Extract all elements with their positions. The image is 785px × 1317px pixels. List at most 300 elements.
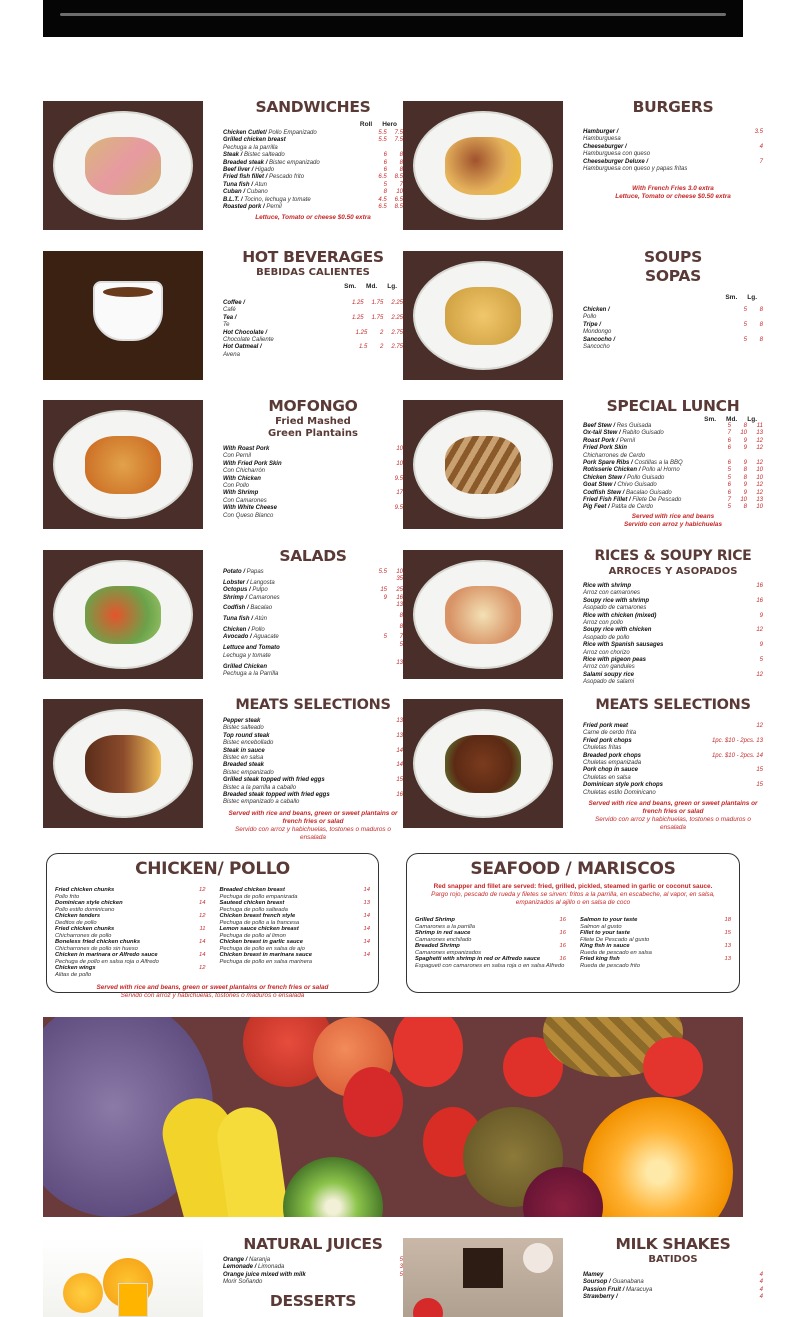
item-name: Steak in sauce xyxy=(223,747,265,754)
item-name: Mondongo xyxy=(583,329,612,336)
item-name: Lemonade / Limonada xyxy=(223,1264,285,1271)
item-price: 1.5 2 2.75 xyxy=(358,344,403,351)
menu-item xyxy=(223,718,403,725)
item-name: Soupy rice with chicken xyxy=(583,627,652,634)
menu-item xyxy=(223,174,403,181)
menu-item-alt xyxy=(583,745,763,752)
item-name: Orange / Naranja xyxy=(223,1257,271,1263)
section-note: Lettuce, Tomato or cheese $0.50 extra xyxy=(255,214,371,222)
section-title: SALADS xyxy=(279,547,347,565)
item-alt-name: Bistec salteado xyxy=(223,725,264,732)
menu-item-alt xyxy=(583,760,763,767)
item-price: 4 xyxy=(759,1279,763,1286)
item-alt-name: Bistec salteado xyxy=(244,152,285,159)
menu-item xyxy=(223,300,403,307)
item-name: Te xyxy=(223,322,230,329)
menu-item xyxy=(223,576,403,587)
item-price: 16 xyxy=(559,956,566,962)
item-name: Pig Feet / Patita de Cerdo xyxy=(583,504,654,511)
menu-list xyxy=(220,887,371,978)
item-alt-name: Chuletas en salsa xyxy=(583,774,631,781)
item-name: With Roast Pork xyxy=(223,446,270,452)
item-price: 5 8 10 xyxy=(727,474,763,481)
menu-item xyxy=(223,160,403,167)
item-price: 13 xyxy=(396,718,403,724)
menu-item xyxy=(223,634,403,641)
menu-item xyxy=(583,1287,763,1294)
item-alt-name: Pollo frito xyxy=(55,893,80,900)
item-name: B.L.T. / Tocino, lechuga y tomate xyxy=(223,196,311,203)
item-name: Hamburguesa xyxy=(583,136,621,143)
item-name: Strawberry / xyxy=(583,1294,618,1301)
item-alt-name: Chicharrones de pollo xyxy=(55,932,112,939)
item-alt-name: Camarones enchilado xyxy=(415,936,472,943)
item-name: King fish in sauce xyxy=(580,943,630,949)
item-alt-name: Filete De Pescado al gusto xyxy=(580,936,650,943)
item-alt-name: Chuletas empanizada xyxy=(583,760,642,767)
col-header: Sm. xyxy=(704,416,717,423)
item-name: Pork chop in sauce xyxy=(583,767,639,774)
item-price: 5.5 7.5 xyxy=(378,130,403,136)
item-alt-name: Bistec empanizado xyxy=(269,159,320,166)
item-name: With Chicken xyxy=(223,475,261,482)
special-lunch-section xyxy=(583,397,763,526)
section-subtitle: ARROCES Y ASOPADOS xyxy=(608,566,738,577)
menu-item-alt xyxy=(415,963,566,970)
item-name: Grilled Shrimp xyxy=(415,917,455,923)
item-name: Soursop / Guanabana xyxy=(583,1279,644,1286)
item-name: Pork Spare Ribs / Costillas a la BBQ xyxy=(583,460,683,467)
menu-item xyxy=(223,137,403,144)
menu-item xyxy=(223,130,403,137)
menu-item xyxy=(223,642,403,653)
menu-item xyxy=(223,1272,403,1279)
item-alt-name: Camarones xyxy=(248,594,280,601)
item-name: Passion Fruit / Maracuya xyxy=(583,1286,653,1293)
menu-list xyxy=(583,423,763,512)
menu-item xyxy=(583,504,763,511)
item-price: 16 xyxy=(756,597,763,604)
menu-item xyxy=(223,330,403,337)
section-title: MILK SHAKES xyxy=(615,1235,731,1253)
item-alt-name: Guanabana xyxy=(612,1279,644,1286)
item-alt-name: Pechuga de pollo al limon xyxy=(219,932,286,939)
mofongo-photo xyxy=(43,400,203,529)
section-note: Servido con arroz y habichuelas, tostones o maduros o ensalada xyxy=(120,992,305,999)
item-price: 14 xyxy=(396,747,403,754)
item-alt-name: Pechuga de pollo en salsa de ajo xyxy=(219,945,305,952)
menu-item-alt xyxy=(223,785,403,792)
item-name: Mamey xyxy=(583,1272,604,1278)
item-name: Tripe / xyxy=(583,321,601,328)
item-name: Cuban / Cubano xyxy=(223,189,268,196)
menu-item xyxy=(583,782,763,789)
col-header: Md. xyxy=(366,283,378,290)
menu-list xyxy=(583,1272,763,1302)
menu-list xyxy=(223,446,403,520)
menu-item xyxy=(583,767,763,774)
item-price: 5 8 xyxy=(743,336,763,343)
item-price: 9 xyxy=(759,612,763,619)
menu-item xyxy=(583,1272,763,1279)
menu-item xyxy=(583,738,763,745)
item-alt-name: Chivo Guisado xyxy=(617,482,657,489)
item-name: Chicken breast in garlic sauce xyxy=(219,939,303,945)
item-alt-name: Papas xyxy=(246,569,264,575)
item-price: 5 8 xyxy=(743,321,763,328)
item-price: 14 xyxy=(199,900,206,906)
item-name: Boneless fried chicken chunks xyxy=(55,939,141,945)
item-price: 12 xyxy=(756,627,763,634)
item-alt-name: Lechuga y tomate xyxy=(223,652,271,659)
section-subtitle: BATIDOS xyxy=(648,1254,698,1265)
item-alt-name: Patita de Cerdo xyxy=(611,504,654,511)
item-name: Fried pork chops xyxy=(583,737,632,744)
item-name: Chicharrones de Cerdo xyxy=(583,452,646,459)
item-price: 15 xyxy=(396,777,403,784)
menu-item xyxy=(223,602,403,613)
menu-item xyxy=(583,453,763,460)
section-subtitle: BEBIDAS CALIENTES xyxy=(256,267,370,278)
item-name: Breaded chicken breast xyxy=(219,887,285,893)
menu-item xyxy=(583,337,763,344)
item-name: With Fried Pork Skin xyxy=(223,460,282,467)
item-price: 15 xyxy=(756,782,763,789)
section-title: SANDWICHES xyxy=(255,98,371,116)
menu-list xyxy=(583,723,763,797)
section-subtitle: SOPAS xyxy=(645,267,701,285)
sandwiches-section xyxy=(223,98,403,227)
item-name: Chicken wings xyxy=(55,965,96,971)
item-name: Rice with chicken (mixed) xyxy=(583,612,657,619)
item-alt-name: Chuletas estilo Dominicano xyxy=(583,789,656,796)
col-header: Sm. xyxy=(725,294,738,301)
item-price: 1pc. $10 - 2pcs. 14 xyxy=(711,752,763,759)
item-alt-name: Atun xyxy=(254,181,267,188)
item-price: 12 xyxy=(756,671,763,678)
menu-list xyxy=(223,1257,403,1287)
menu-item xyxy=(223,182,403,189)
item-price: 14 xyxy=(363,913,370,919)
item-price: 6 8 xyxy=(383,152,403,159)
item-alt-name: Atún xyxy=(254,616,267,623)
section-note: Servido con arroz y habichuelas xyxy=(623,520,723,528)
item-price: 6 9 12 xyxy=(727,437,763,444)
item-name: Cheeseburger / xyxy=(583,143,627,150)
menu-item xyxy=(583,438,763,445)
item-alt-name: Asopado de salami xyxy=(583,679,635,686)
item-price: 13 xyxy=(396,602,403,609)
section-title: MEATS SELECTIONS xyxy=(235,697,391,713)
menu-item xyxy=(583,159,763,166)
item-price: 5 xyxy=(399,641,403,648)
menu-item-alt xyxy=(583,679,763,686)
item-price: 1pc. $10 - 2pcs. 13 xyxy=(711,737,763,744)
menu-item-alt xyxy=(583,730,763,737)
item-alt-name: Rabito Guisado xyxy=(622,430,664,437)
item-price: 9.5 xyxy=(394,505,403,512)
item-price: 15 xyxy=(724,930,731,936)
item-name: Lobster / Langosta xyxy=(223,579,275,586)
menu-item xyxy=(223,315,403,322)
item-price: 8 xyxy=(399,623,403,630)
hot-beverages-section xyxy=(223,248,403,377)
item-price: 5 7 xyxy=(383,634,403,641)
menu-item xyxy=(583,445,763,452)
menu-item xyxy=(223,490,403,497)
rices-section xyxy=(583,547,763,686)
col-header: Sm. xyxy=(344,283,357,290)
menu-item-alt xyxy=(223,483,403,490)
item-price: 4 xyxy=(759,1286,763,1293)
item-alt-name: Pechuga a la Parrilla xyxy=(223,670,279,677)
item-alt-name: Pechuga de pollo en salsa roja o Alfredo xyxy=(55,958,159,965)
col-header: Hero xyxy=(382,121,397,128)
item-alt-name: Pollo Guisado xyxy=(627,474,665,481)
item-name: Beef liver / Higado xyxy=(223,167,275,174)
menu-item xyxy=(583,753,763,760)
item-name: Breaded Shrimp xyxy=(415,943,460,949)
item-alt-name: Con Pollo xyxy=(223,483,250,490)
menu-item xyxy=(583,613,763,620)
burger-photo xyxy=(403,101,563,230)
item-name: Tea / xyxy=(223,314,237,321)
item-name: Roasted pork / Pernil xyxy=(223,204,282,211)
item-price: 10 xyxy=(396,446,403,452)
item-name: Pechuga a la parrilla xyxy=(223,144,278,151)
item-price: 35 xyxy=(396,576,403,583)
item-name: Fried fish fillet / Pescado frito xyxy=(223,174,305,181)
item-name: Fried king fish xyxy=(580,956,620,962)
milkshake-photo xyxy=(403,1238,563,1317)
section-title: NATURAL JUICES xyxy=(243,1235,383,1253)
section-note: Served with rice and beans xyxy=(631,512,715,520)
item-alt-name: Pollo al Horno xyxy=(642,467,680,474)
section-note: Red snapper and fillet are served: fried, grilled, pickled, steamed in garlic or coconut sauce. xyxy=(433,883,713,890)
item-name: Rotisserie Chicken / Pollo al Horno xyxy=(583,467,680,474)
item-price: 4 xyxy=(759,143,763,150)
item-price: 6.5 8.5 xyxy=(378,204,403,211)
item-name: Fried chicken chunks xyxy=(55,926,115,932)
item-alt-name: Arroz con chorizo xyxy=(583,649,630,656)
item-name: Lemon sauce chicken breast xyxy=(219,926,299,932)
menu-item xyxy=(583,322,763,329)
item-name: Hamburguesa con queso y papas fritas xyxy=(583,166,688,173)
item-name: Avocado / Aguacate xyxy=(223,634,279,641)
menu-item xyxy=(583,166,763,173)
item-price: 5.5 10 xyxy=(378,569,403,575)
item-alt-name: Chicharrones de pollo sin hueso xyxy=(55,945,138,952)
item-price: 5 8 10 xyxy=(727,504,763,511)
menu-item-alt xyxy=(55,972,206,979)
milk-shakes-section xyxy=(583,1235,763,1317)
item-price: 5.5 7.5 xyxy=(378,137,403,144)
menu-item xyxy=(223,476,403,483)
item-name: Fried pork meat xyxy=(583,723,629,729)
item-alt-name: Con Pernil xyxy=(223,453,252,460)
item-price: 18 xyxy=(724,917,731,923)
menu-item xyxy=(223,204,403,211)
section-title: SEAFOOD / MARISCOS xyxy=(470,859,676,879)
item-name: Grilled Chicken xyxy=(223,663,268,670)
menu-item xyxy=(223,569,403,576)
item-price: 7 10 13 xyxy=(727,430,763,437)
item-alt-name: Naranja xyxy=(249,1257,271,1263)
menu-item-alt xyxy=(223,498,403,505)
section-note: Pargo rojo, pescado de rueda y filetes se sirven: fritos a la parrilla, en escabeche, al vapor, en salsa, empanizados al ajillo o en salsa de coco xyxy=(431,891,715,906)
menu-item xyxy=(223,613,403,624)
menu-list xyxy=(223,130,403,211)
item-price: 6 9 12 xyxy=(727,445,763,452)
item-alt-name: Pescado frito xyxy=(269,174,305,181)
menu-list xyxy=(223,300,403,359)
item-price: 12 xyxy=(199,887,206,893)
item-alt-name: Limonada xyxy=(258,1264,285,1271)
item-alt-name: Bistec encebollado xyxy=(223,740,274,747)
item-alt-name: Chuletas fritas xyxy=(583,745,622,752)
section-title: RICES & SOUPY RICE xyxy=(594,548,752,564)
menu-item xyxy=(223,167,403,174)
item-alt-name: Bistec empanizado xyxy=(223,769,274,776)
menu-list xyxy=(55,887,206,978)
item-price: 5 8 11 xyxy=(727,423,763,429)
item-alt-name: Camarones empanizados xyxy=(415,949,482,956)
menu-item xyxy=(223,505,403,512)
item-price: 7 xyxy=(759,158,763,165)
menu-item-alt xyxy=(583,650,763,657)
item-alt-name: Pechuga de pollo empanizada xyxy=(219,893,298,900)
item-price: 12 xyxy=(199,965,206,971)
steak-photo xyxy=(43,699,203,828)
menu-item xyxy=(223,733,403,740)
item-price: 11 xyxy=(199,926,206,932)
menu-item xyxy=(583,151,763,158)
item-price: 4 xyxy=(759,1272,763,1278)
item-price: 16 xyxy=(756,583,763,589)
item-name: With White Cheese xyxy=(223,505,277,512)
menu-item xyxy=(583,723,763,730)
item-name: Top round steak xyxy=(223,732,270,739)
item-alt-name: Asopado de pollo xyxy=(583,634,630,641)
menu-item-alt xyxy=(583,664,763,671)
seafood-section xyxy=(406,853,740,993)
item-price: 6 8 xyxy=(383,159,403,166)
item-alt-name: Con Camarones xyxy=(223,497,267,504)
section-note: With French Fries 3.0 extra xyxy=(632,185,714,193)
item-name: Beef Stew / Res Guisada xyxy=(583,423,652,429)
item-alt-name: Maracuya xyxy=(626,1286,653,1293)
menu-item-alt xyxy=(223,755,403,762)
col-header: Lg. xyxy=(747,294,757,301)
menu-item-alt xyxy=(583,775,763,782)
item-price: 14 xyxy=(396,762,403,769)
menu-list xyxy=(223,718,403,807)
item-price: 6.5 8.5 xyxy=(378,174,403,181)
pork-photo xyxy=(403,699,563,828)
item-alt-name: Rueda de pescado frito xyxy=(580,962,640,969)
chicken-section xyxy=(46,853,379,999)
section-title: MOFONGO xyxy=(268,397,358,415)
menu-item-alt xyxy=(223,770,403,777)
item-alt-name: Langosta xyxy=(250,579,275,586)
item-name: Chicken / xyxy=(583,307,610,313)
menu-list xyxy=(580,917,731,969)
item-alt-name: Bistec a la parrilla a caballo xyxy=(223,784,297,791)
item-price: 5 8 xyxy=(743,307,763,313)
item-name: Shrimp / Camarones xyxy=(223,594,280,601)
menu-item xyxy=(583,598,763,605)
item-name: Chocolate Caliente xyxy=(223,337,274,344)
item-price: 6 8 xyxy=(383,167,403,174)
item-alt-name: Con Queso Blanco xyxy=(223,512,274,519)
menu-item xyxy=(223,197,403,204)
item-price: 13 xyxy=(396,732,403,739)
menu-list xyxy=(415,917,566,969)
item-name: Breaded steak xyxy=(223,762,265,769)
rice-photo xyxy=(403,550,563,679)
item-name: Hamburger / xyxy=(583,129,619,135)
menu-item xyxy=(583,642,763,649)
menu-item xyxy=(223,344,403,351)
item-name: Sancocho / xyxy=(583,336,616,343)
item-name: Soupy rice with shrimp xyxy=(583,597,650,604)
item-price: 9 16 xyxy=(383,594,403,601)
menu-item xyxy=(223,792,403,799)
section-note: Served with rice and beans, green or sweet plantains or french fries or salad xyxy=(588,800,758,816)
item-name: Rice with shrimp xyxy=(583,583,632,589)
meats-selections-section-1 xyxy=(223,696,403,841)
menu-item-alt xyxy=(223,1279,403,1286)
item-alt-name: Salmon al gusto xyxy=(580,923,622,930)
item-name: Fillet to your taste xyxy=(580,930,630,936)
menu-item-alt xyxy=(223,513,403,520)
menu-item xyxy=(223,1264,403,1271)
item-alt-name: Pernil xyxy=(266,204,282,211)
menu-item xyxy=(223,322,403,329)
item-price: 14 xyxy=(363,939,370,945)
item-alt-name: Pechuga de pollo salteada xyxy=(219,906,288,913)
item-alt-name: Rueda de pescado en salsa xyxy=(580,949,652,956)
top-banner xyxy=(43,0,743,37)
special-lunch-photo xyxy=(403,400,563,529)
item-price: 16 xyxy=(559,943,566,949)
item-price: 13 xyxy=(363,900,370,906)
item-name: Grilled chicken breast xyxy=(223,137,286,144)
menu-item-alt xyxy=(223,725,403,732)
menu-item xyxy=(583,482,763,489)
progress-track xyxy=(60,13,726,16)
item-name: Breaded steak / Bistec empanizado xyxy=(223,159,320,166)
section-note: Servido con arroz y habichuelas, tostones o maduros o ensalada xyxy=(595,816,751,832)
menu-item-alt xyxy=(583,620,763,627)
menu-item xyxy=(583,136,763,143)
item-name: Steak / Bistec salteado xyxy=(223,152,285,159)
item-name: Café xyxy=(223,307,236,314)
item-name: Avena xyxy=(223,351,240,358)
menu-item xyxy=(583,307,763,314)
item-alt-name: Bistec empanizado a caballo xyxy=(223,799,300,806)
menu-item xyxy=(583,490,763,497)
item-price: 4 xyxy=(759,1294,763,1301)
menu-item xyxy=(223,624,403,635)
section-note: Served with rice and beans, green or sweet plantains or french fries or salad xyxy=(96,984,329,991)
section-title: CHICKEN/ POLLO xyxy=(135,859,290,879)
item-price: 12 xyxy=(199,913,206,919)
item-name: Ox-tail Stew / Rabito Guisado xyxy=(583,430,664,437)
item-alt-name: Carne de cerdo frita xyxy=(583,730,637,737)
item-name: Goat Stew / Chivo Guisado xyxy=(583,482,657,489)
salads-section xyxy=(223,547,403,676)
